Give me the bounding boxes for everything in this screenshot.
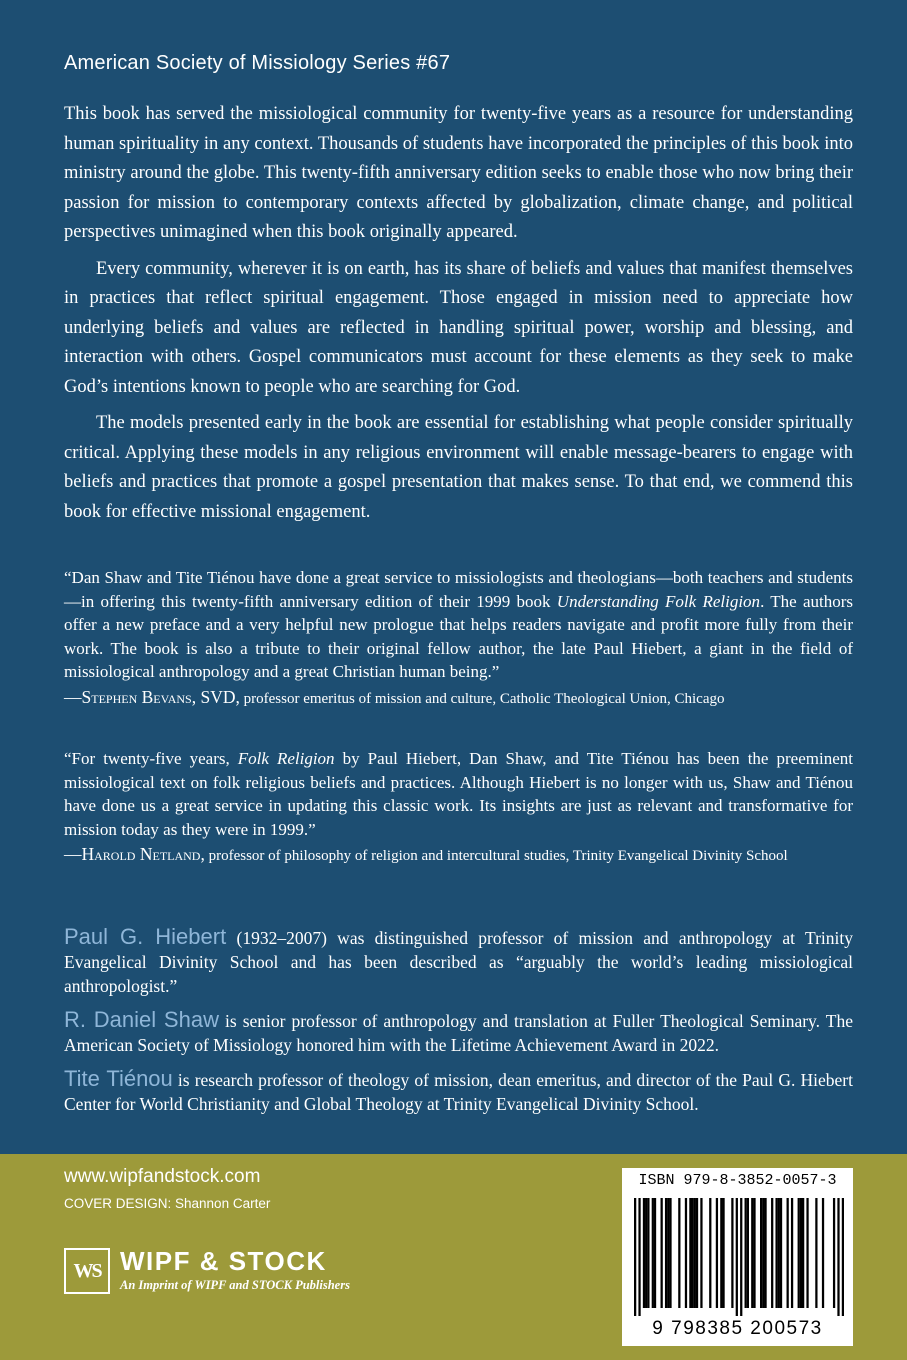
barcode-bar [791, 1198, 793, 1308]
barcode-bar [691, 1198, 693, 1308]
barcode-bar [833, 1198, 835, 1308]
barcode-bar [643, 1198, 645, 1308]
barcode-bar [751, 1198, 753, 1308]
barcode-bar [638, 1198, 640, 1316]
barcode-bar [800, 1198, 802, 1308]
endorser-name: —Harold Netland, [64, 844, 205, 864]
publisher-logo [64, 1246, 384, 1296]
endorsement-attribution [64, 844, 853, 866]
barcode-bar [731, 1198, 733, 1308]
barcode-bar [720, 1198, 722, 1308]
endorsement-bevans [64, 566, 853, 709]
barcode-bar [745, 1198, 747, 1308]
barcode-bar [647, 1198, 649, 1308]
barcode-bar [722, 1198, 724, 1308]
author-bios [64, 925, 853, 1126]
barcode-bar [815, 1198, 817, 1308]
footer-band [0, 1154, 907, 1360]
barcode-digits: 9 798385 200573 [652, 1318, 823, 1339]
barcode-bar [753, 1198, 755, 1308]
publisher-website: www.wipfandstock.com [64, 1166, 261, 1187]
book-title: Understanding Folk Religion [556, 591, 761, 611]
endorsement-text: “For twenty-five years, Folk Religion by Paul Hiebert, Dan Shaw, and Tite Tiénou has been the preeminent missiological text on folk religious beliefs and practices. Although Hiebert is no longer with us, Shaw and Tiénou have done us a great service in updating this classic work. Its insights are just as relevant and transformative for mission today as they were in 1999.” [64, 749, 853, 839]
author-name: R. Daniel Shaw [64, 1007, 219, 1032]
barcode-bar [669, 1198, 671, 1308]
barcode-bar [740, 1198, 742, 1316]
barcode-bar [709, 1198, 711, 1308]
barcode-bar [654, 1198, 656, 1308]
barcode-bar [778, 1198, 780, 1308]
bio-tienou: Tite Tiénou is research professor of theology of mission, dean emeritus, and director of the Paul G. Hiebert Center for World Christianity and Global Theology at Trinity Evangelical Divinity School. [64, 1066, 853, 1114]
barcode-bar [787, 1198, 789, 1308]
barcode-bar [678, 1198, 680, 1308]
barcode-bar [822, 1198, 824, 1308]
barcode-bar [842, 1198, 844, 1316]
barcode-bar [665, 1198, 667, 1308]
bio-hiebert: Paul G. Hiebert (1932–2007) was distinguished professor of mission and anthropology at Trinity Evangelical Divinity School and has been described as “arguably the world’s leading missiological anthropologist.” [64, 924, 853, 996]
book-title: Folk Religion [237, 749, 335, 768]
barcode-bar [652, 1198, 654, 1308]
isbn-label: ISBN 979-8-3852-0057-3 [638, 1172, 837, 1189]
blurb-paragraph: Every community, wherever it is on earth, has its share of beliefs and values that manifest themselves in practices that reflect spiritual engagement. Those engaged in mission need to appreciate how underlying beliefs and values are reflected in handling spiritual power, worship and blessing, and interaction with others. Gospel communicators must account for these elements as they seek to make God’s intentions known to people who are searching for God. [64, 258, 853, 397]
barcode-bar [798, 1198, 800, 1308]
barcode-bar [764, 1198, 766, 1308]
cover-design-credit: COVER DESIGN: Shannon Carter [64, 1196, 271, 1211]
barcode-bar [645, 1198, 647, 1308]
series-line: American Society of Missiology Series #67 [64, 52, 451, 74]
endorser-name: —Stephen Bevans, SVD, [64, 686, 240, 707]
barcode-bar [696, 1198, 698, 1308]
publisher-name: WIPF & STOCK [120, 1246, 327, 1276]
barcode-bar [762, 1198, 764, 1308]
barcode-bar [694, 1198, 696, 1308]
author-name: Tite Tiénou [64, 1066, 173, 1091]
endorsement-text: “Dan Shaw and Tite Tiénou have done a great service to missiologists and theologians—both teachers and students—in offering this twenty-fifth anniversary edition of their 1999 book Understanding Folk Religion. The authors offer a new preface and a very helpful new prologue that helps readers navigate and profit more fully from their work. The book is also a tribute to their original fellow author, the late Paul Hiebert, a giant in the field of missiological anthropology and a great Christian human being.” [64, 568, 853, 681]
endorsement-attribution [64, 687, 853, 709]
barcode-bar [736, 1198, 738, 1316]
publisher-imprint: An Imprint of WIPF and STOCK Publishers [120, 1278, 350, 1292]
barcode-bar [685, 1198, 687, 1308]
barcode-bar [634, 1198, 636, 1316]
barcode-icon [634, 1198, 844, 1316]
blurb-paragraph: This book has served the missiological community for twenty-five years as a resource for understanding human spirituality in any context. Thousands of students have incorporated the principles of this book into ministry around the globe. This twenty-fifth anniversary edition seeks to enable those who now bring their passion for mission to contemporary contexts affected by globalization, climate change, and political perspectives unimagined when this book originally appeared. [64, 104, 853, 242]
barcode-bar [747, 1198, 749, 1308]
barcode-bar [837, 1198, 839, 1316]
barcode-bar [806, 1198, 808, 1308]
author-name: Paul G. Hiebert [64, 924, 227, 949]
barcode-bar [775, 1198, 777, 1308]
barcode-bar [771, 1198, 773, 1308]
description-blurb [64, 100, 853, 534]
barcode-bar [716, 1198, 718, 1308]
endorsement-netland [64, 747, 853, 866]
isbn-barcode [622, 1168, 853, 1346]
barcode-bar [802, 1198, 804, 1308]
barcode-bar [760, 1198, 762, 1308]
barcode-bar [700, 1198, 702, 1308]
barcode-bar [689, 1198, 691, 1308]
endorser-role: professor emeritus of mission and culture, Catholic Theological Union, Chicago [243, 690, 725, 707]
blurb-paragraph: The models presented early in the book are essential for establishing what people consider spiritually critical. Applying these models in any religious environment will enable message-bearers to engage with beliefs and practices that promote a gospel presentation that makes sense. To that end, we commend this book for effective missional engagement. [64, 413, 853, 522]
barcode-bar [780, 1198, 782, 1308]
endorser-role: professor of philosophy of religion and intercultural studies, Trinity Evangelical Divinity School [208, 848, 788, 864]
ws-logo-icon: WS [64, 1248, 110, 1294]
bio-shaw: R. Daniel Shaw is senior professor of anthropology and translation at Fuller Theological Seminary. The American Society of Missiology honored him with the Lifetime Achievement Award in 2022. [64, 1007, 853, 1055]
barcode-bar [661, 1198, 663, 1308]
barcode-bar [667, 1198, 669, 1308]
